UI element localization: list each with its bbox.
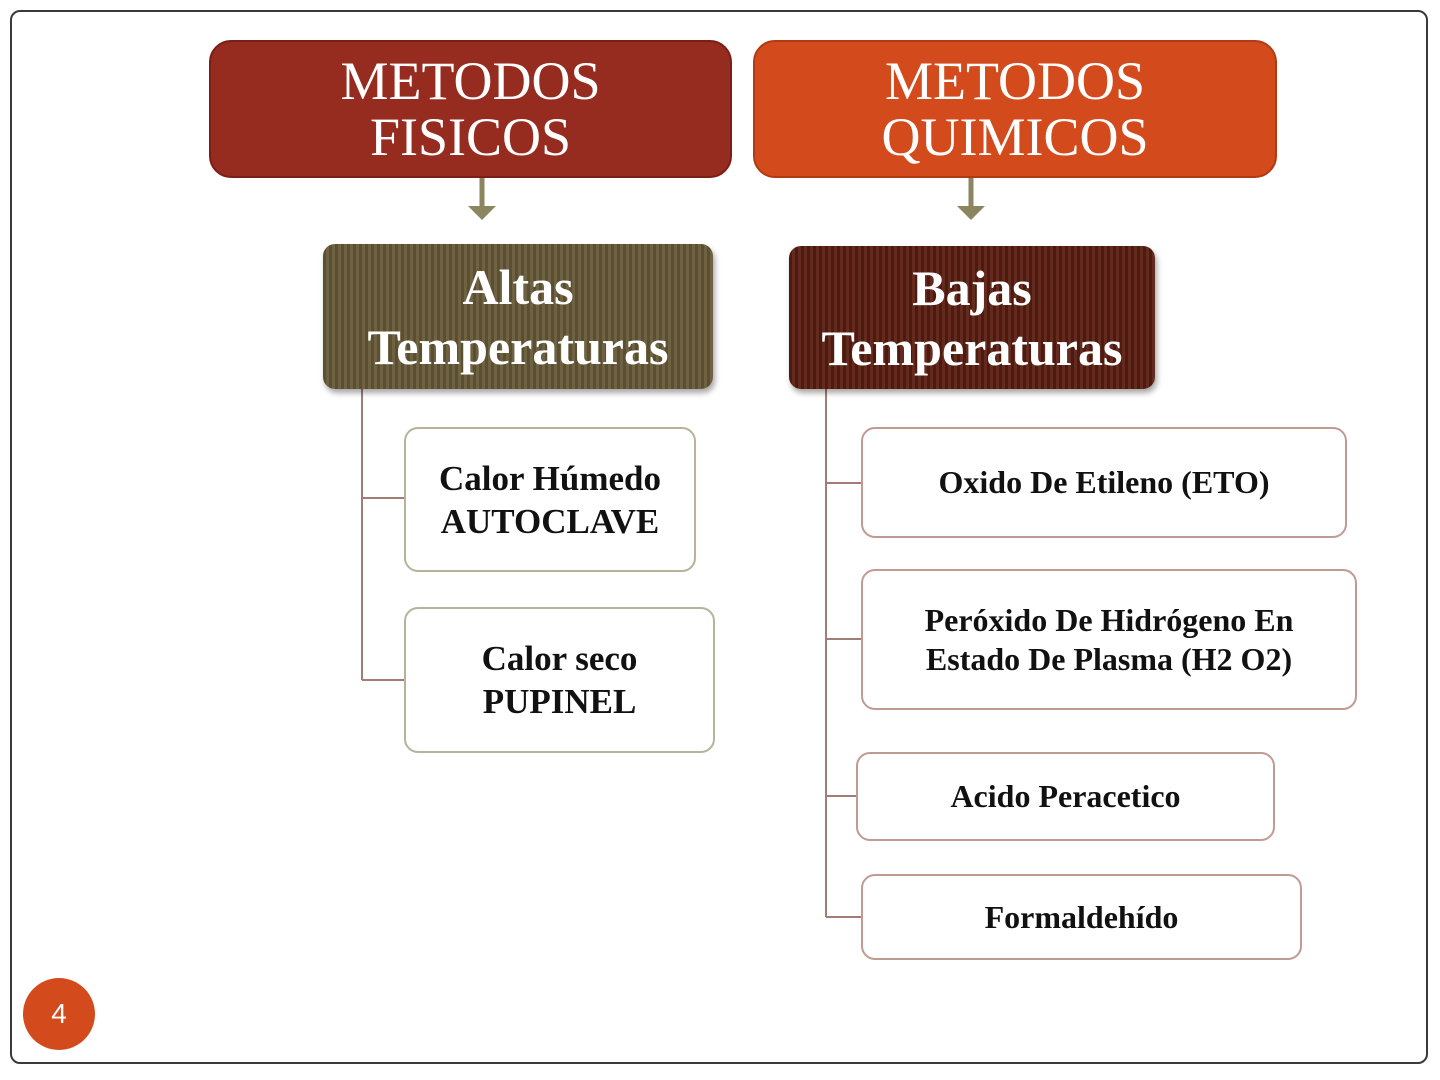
method-quimicos-box — [753, 40, 1277, 178]
bajas-temperaturas-box — [789, 246, 1155, 389]
branch-altas — [362, 389, 404, 680]
item-formaldehido — [861, 874, 1302, 960]
item-acido-peracetico — [856, 752, 1275, 841]
item-formaldehido-label: Formaldehído — [984, 898, 1179, 935]
item-calor-seco-label: Calor seco PUPINEL — [481, 639, 638, 721]
item-acido-peracetico-label: Acido Peracetico — [950, 778, 1181, 814]
item-oxido-etileno — [861, 427, 1347, 538]
item-peroxido-hidrogeno-label: Peróxido De Hidrógeno En Estado De Plasma (H2 O2) — [924, 601, 1294, 677]
altas-temperaturas-box — [323, 244, 713, 389]
method-fisicos-box — [209, 40, 732, 178]
method-quimicos-label: METODOS QUIMICOS — [881, 51, 1149, 167]
bajas-temperaturas-label: Bajas Temperaturas — [821, 259, 1123, 376]
item-calor-humedo-label: Calor Húmedo AUTOCLAVE — [439, 458, 661, 541]
page-number-badge — [23, 978, 95, 1050]
page-number: 4 — [51, 998, 67, 1029]
item-peroxido-hidrogeno — [861, 569, 1357, 710]
branch-bajas — [826, 389, 861, 917]
method-fisicos-label: METODOS FISICOS — [340, 51, 601, 167]
item-calor-humedo — [404, 427, 696, 572]
item-calor-seco — [404, 607, 715, 753]
item-oxido-etileno-label: Oxido De Etileno (ETO) — [938, 464, 1270, 500]
altas-temperaturas-label: Altas Temperaturas — [367, 258, 669, 375]
